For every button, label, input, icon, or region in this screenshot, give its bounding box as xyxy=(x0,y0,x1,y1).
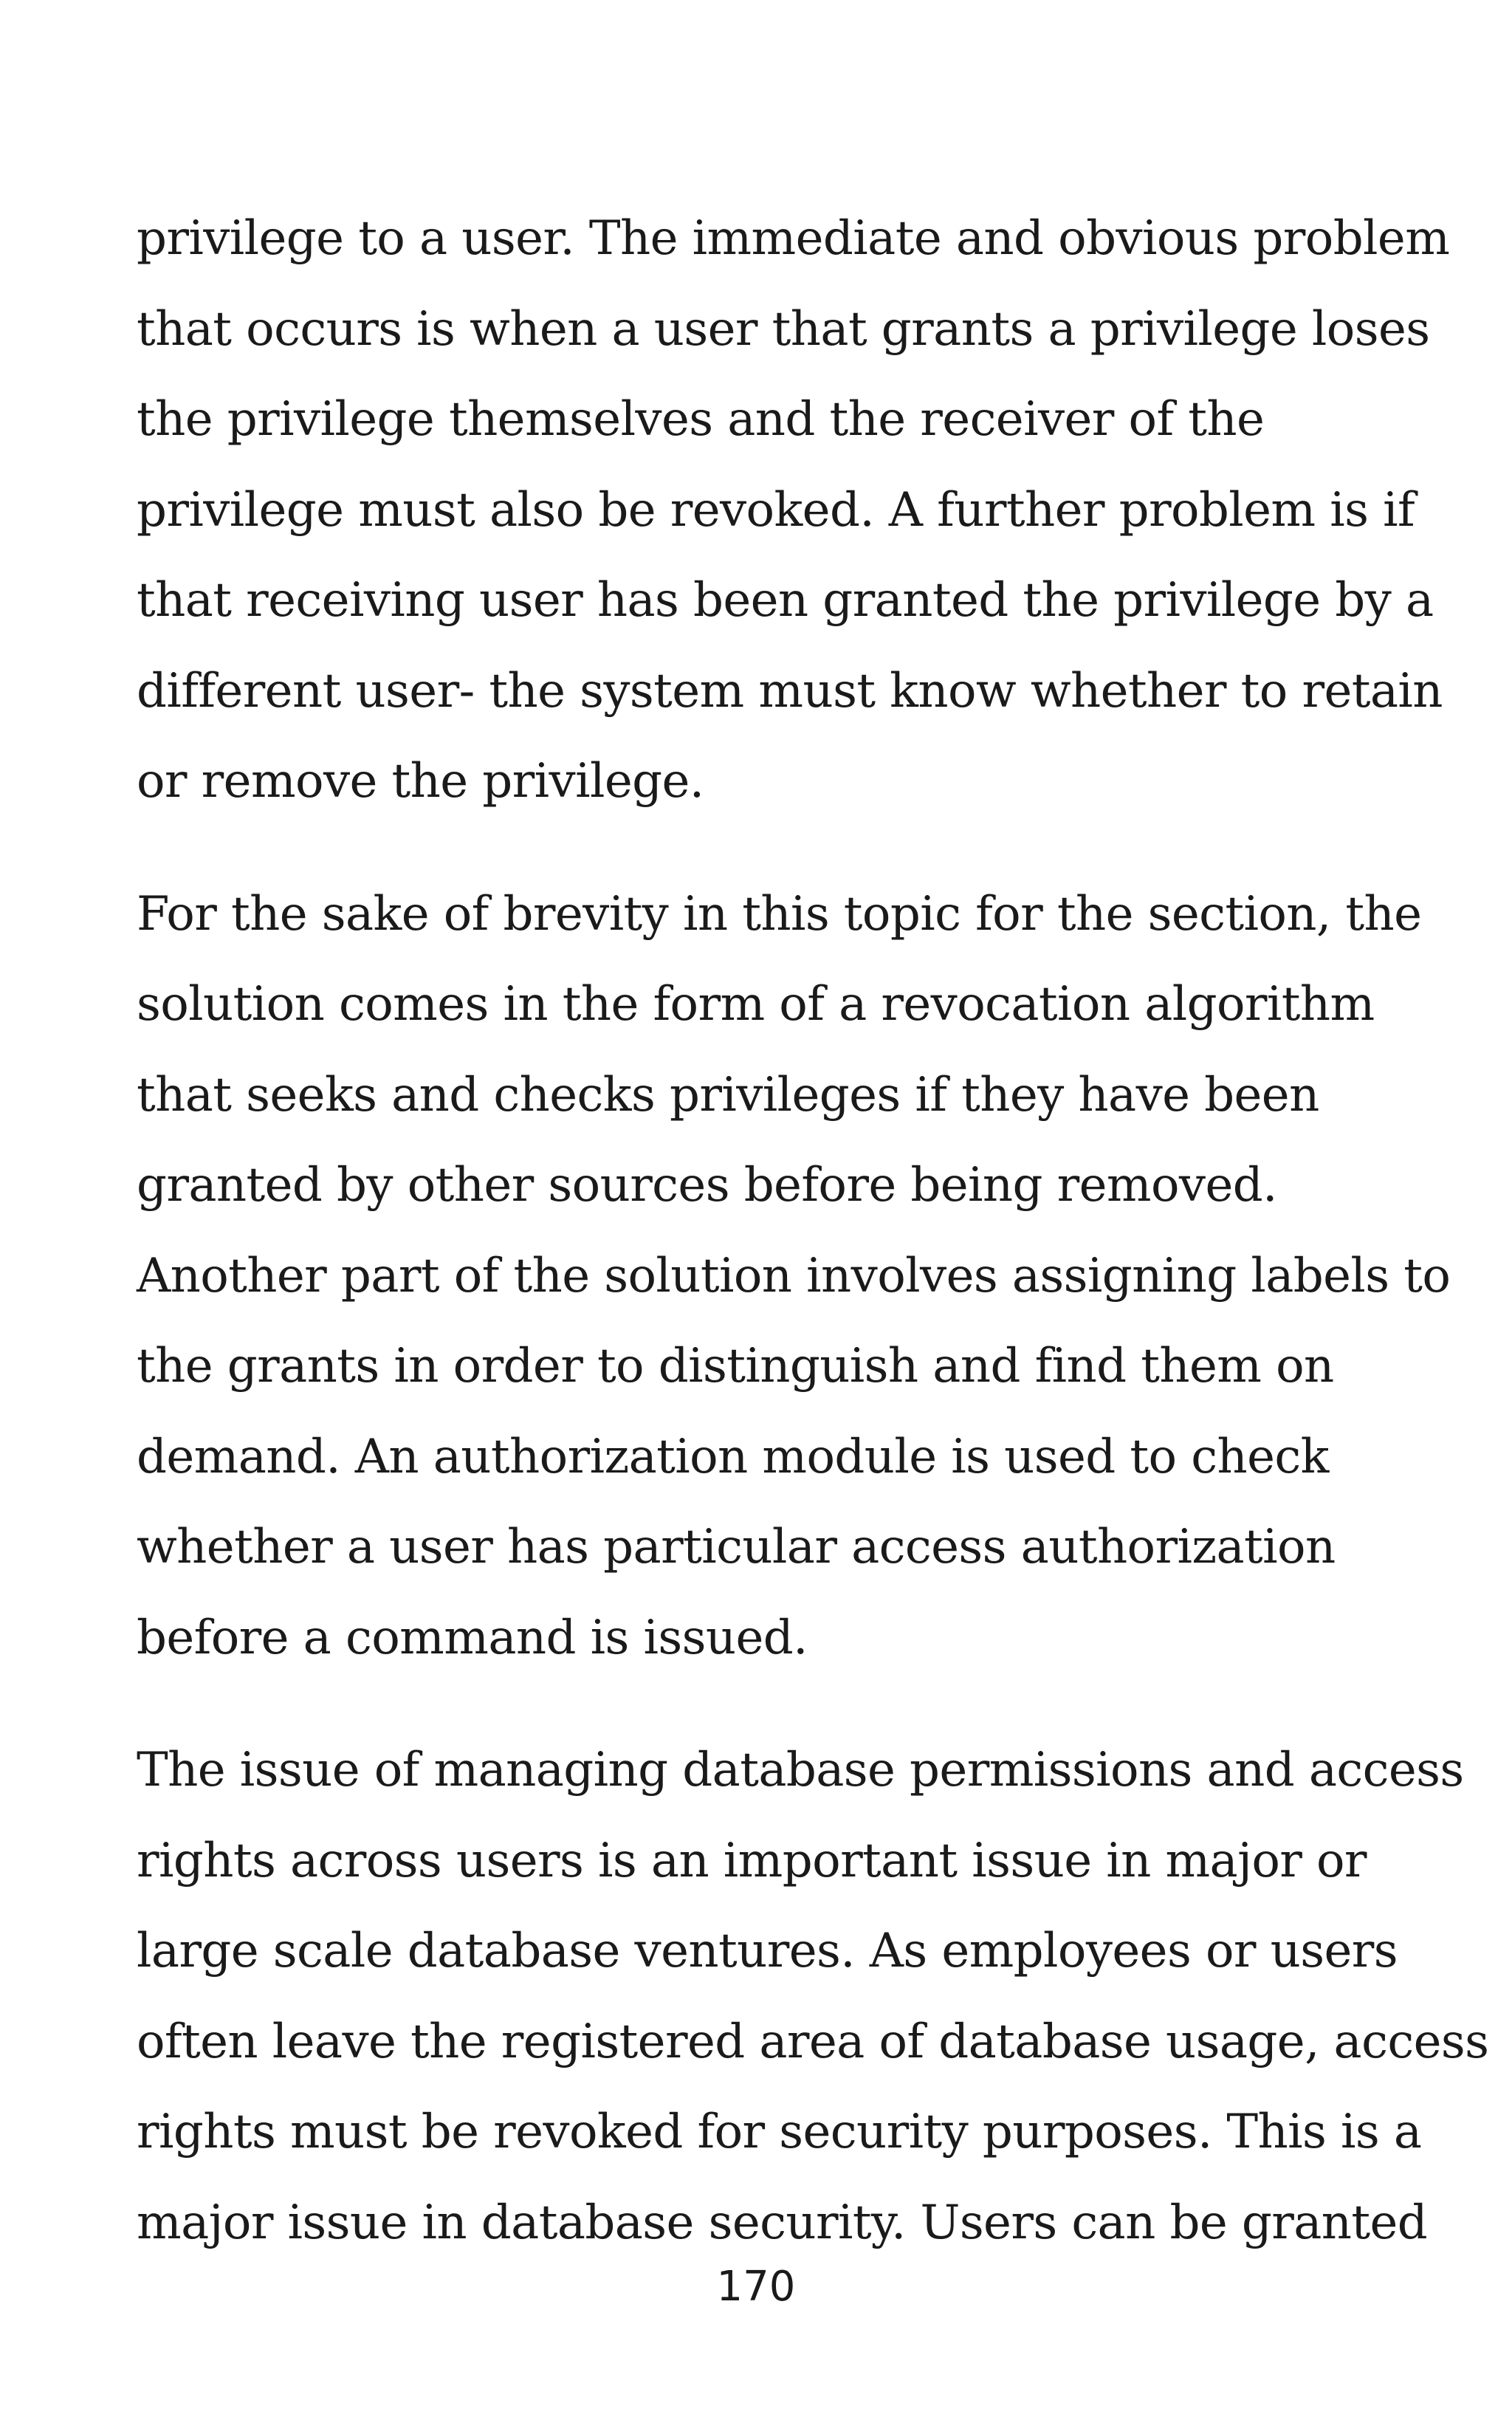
text-line: large scale database ventures. As employees or users xyxy=(137,1924,1398,1978)
text-line: whether a user has particular access authorization xyxy=(137,1520,1336,1574)
paragraph-2 xyxy=(137,869,1451,1684)
text-line: For the sake of brevity in this topic for the section, the xyxy=(137,886,1422,942)
text-line: Another part of the solution involves assigning labels to xyxy=(137,1248,1451,1303)
text-line: privilege to a user. The immediate and obvious problem xyxy=(137,211,1450,266)
text-line: major issue in database security. Users can be granted xyxy=(137,2195,1428,2250)
text-line: granted by other sources before being removed. xyxy=(137,1158,1277,1213)
text-line: before a command is issued. xyxy=(137,1610,808,1665)
text-line: or remove the privilege. xyxy=(137,754,704,809)
text-line: that receiving user has been granted the privilege by a xyxy=(137,573,1434,628)
text-line: rights across users is an important issue in major or xyxy=(137,1833,1367,1888)
body-text xyxy=(137,193,1489,2310)
text-line: The issue of managing database permissions and access xyxy=(137,1743,1464,1797)
text-line: the grants in order to distinguish and find them on xyxy=(137,1339,1334,1394)
text-line: rights must be revoked for security purposes. This is a xyxy=(137,2105,1422,2159)
text-line: solution comes in the form of a revocation algorithm xyxy=(137,977,1375,1032)
text-line: the privilege themselves and the receiver of the xyxy=(137,392,1265,447)
text-line: often leave the registered area of database usage, access xyxy=(137,2014,1489,2069)
text-line: that seeks and checks privileges if they have been xyxy=(137,1067,1319,1122)
text-line: demand. An authorization module is used to check xyxy=(137,1429,1329,1484)
paragraph-1 xyxy=(137,193,1450,827)
text-line: that occurs is when a user that grants a privilege loses xyxy=(137,301,1430,357)
paragraph-3 xyxy=(137,1725,1489,2268)
text-line: privilege must also be revoked. A further problem is if xyxy=(137,482,1415,538)
text-line: different user- the system must know whether to retain xyxy=(137,663,1443,719)
page-number: 170 xyxy=(716,2263,796,2311)
